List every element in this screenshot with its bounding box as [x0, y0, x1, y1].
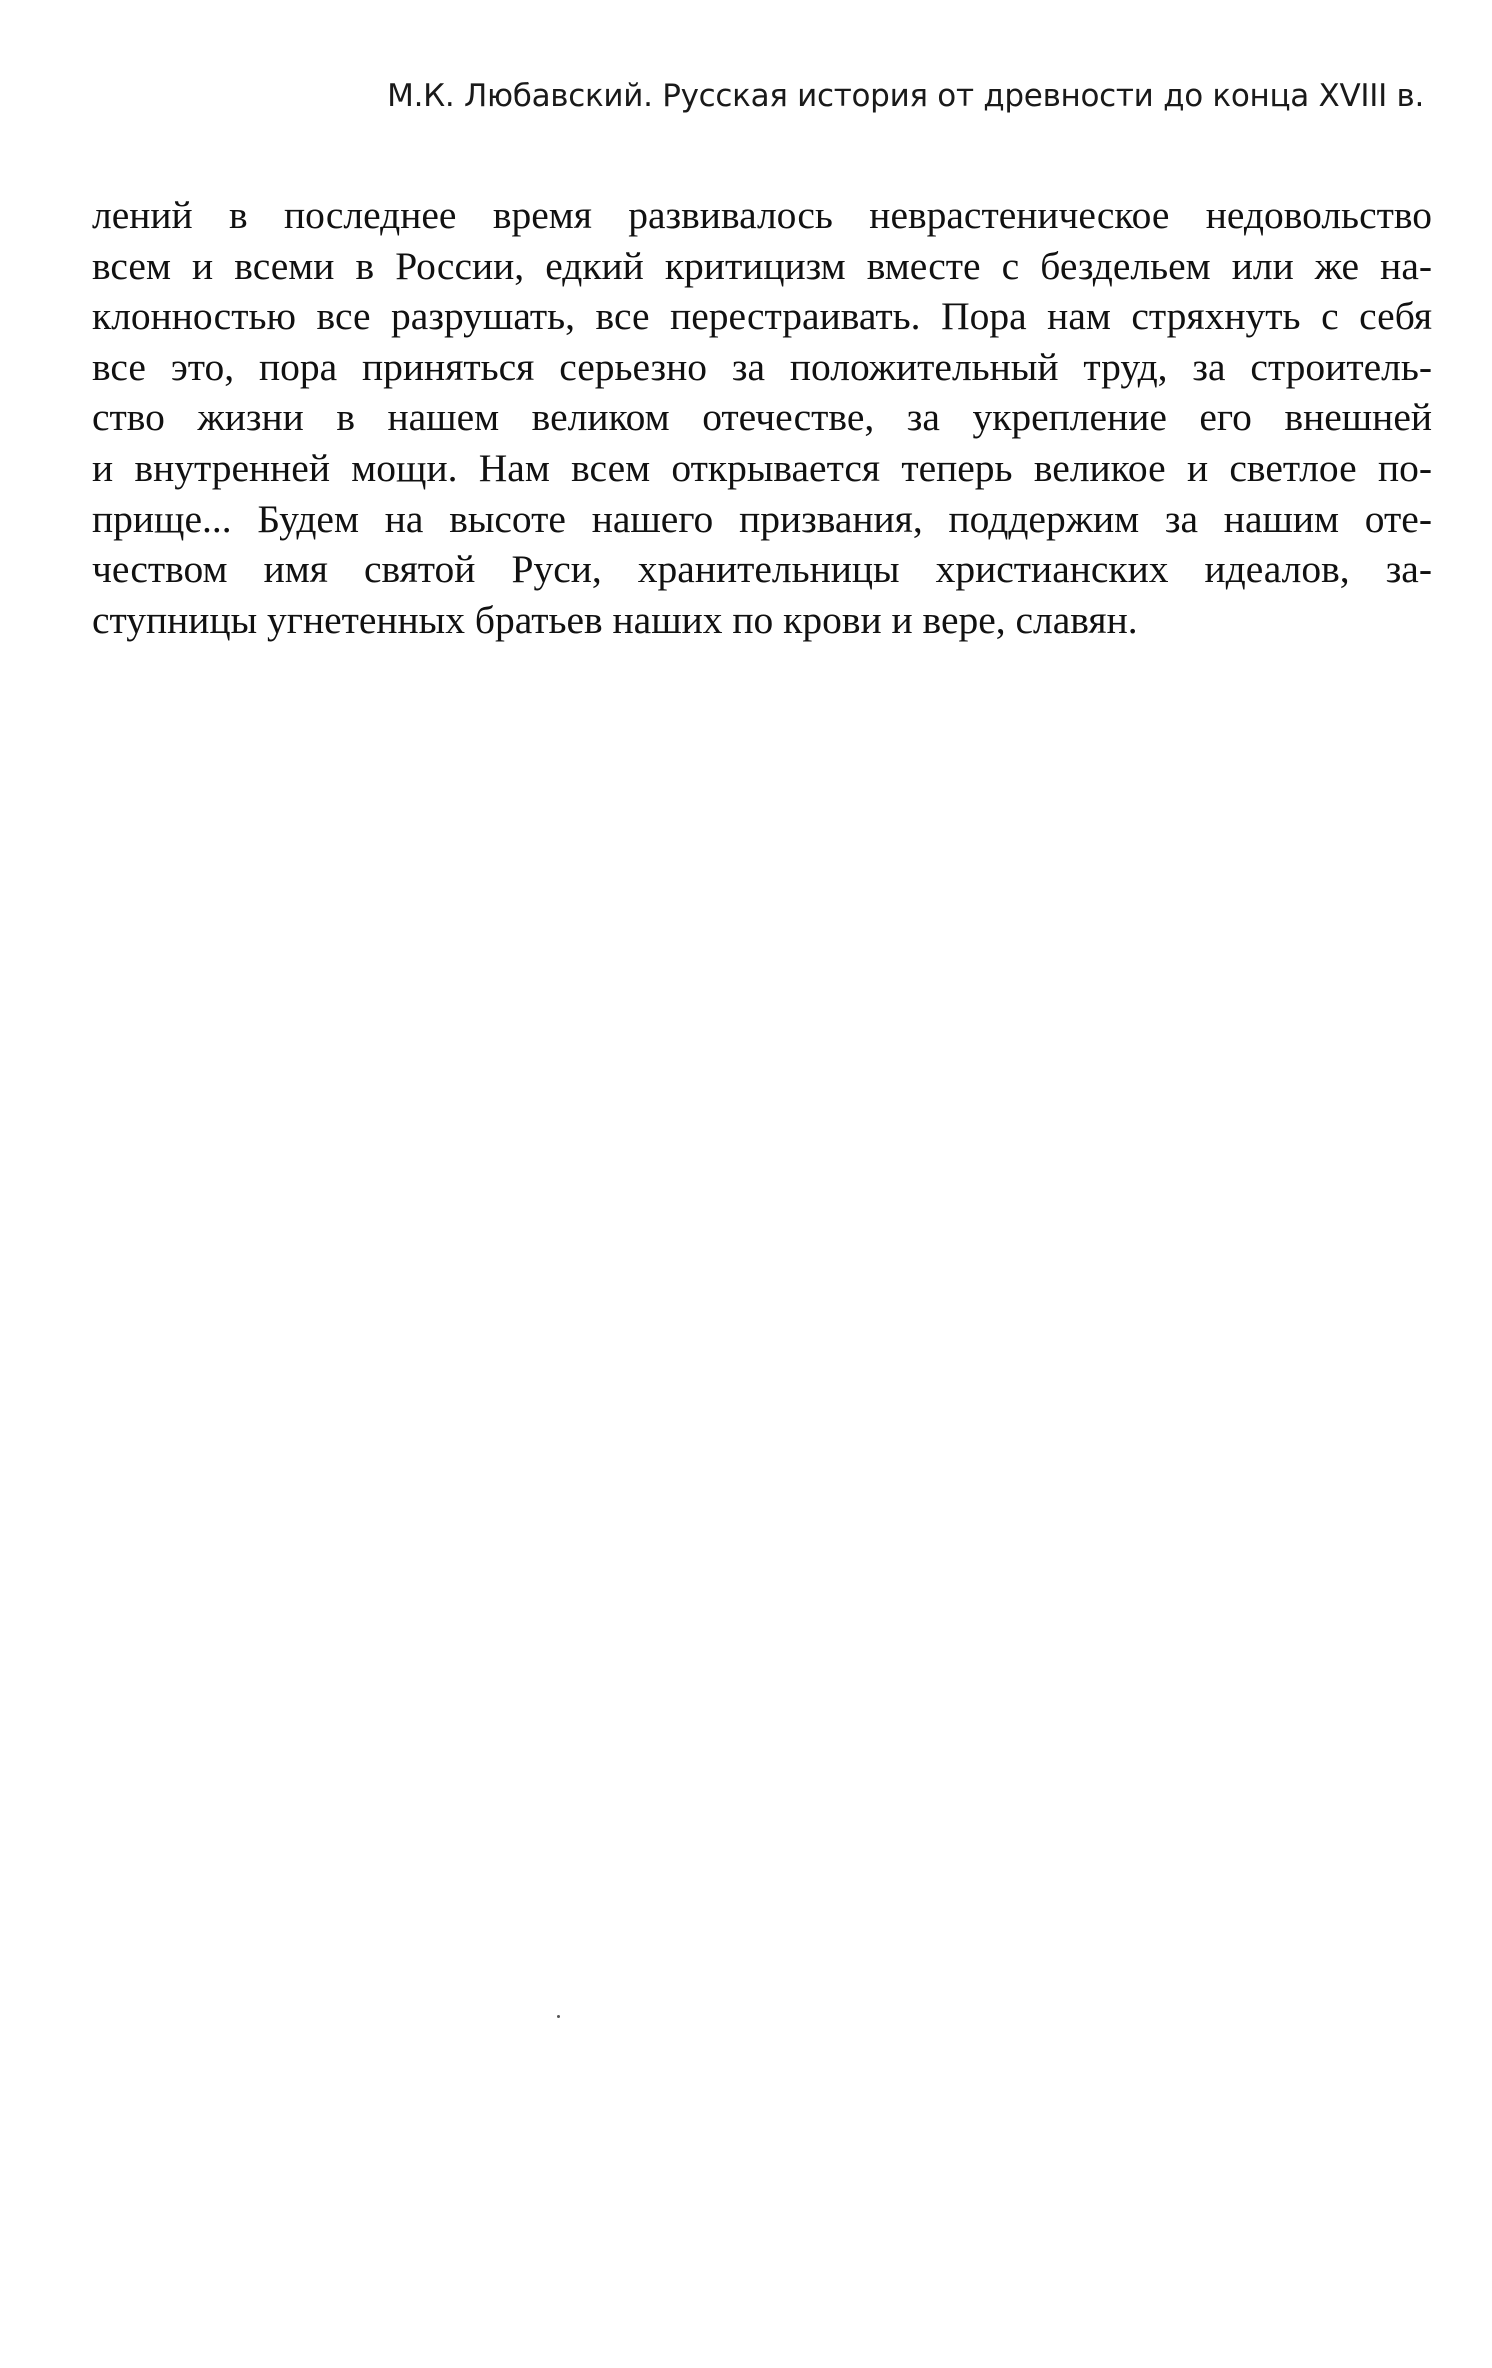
text-line: и внутренней мощи. Нам всем открывается теперь великое и светлое по- [92, 445, 1432, 490]
body-text [92, 190, 1432, 645]
scan-speck [557, 2015, 560, 2018]
text-line: лений в последнее время развивалось неврастеническое недовольство [92, 193, 1432, 237]
text-line-last: ступницы угнетенных братьев наших по крови и вере, славян. [92, 597, 1138, 642]
text-line: клонностью все разрушать, все перестраивать. Пора нам стряхнуть с себя [92, 294, 1432, 339]
text-line: всем и всеми в России, едкий критицизм вместе с бездельем или же на- [92, 243, 1432, 288]
text-line: все это, пора приняться серьезно за положительный труд, за строитель- [92, 344, 1432, 389]
text-line: ство жизни в нашем великом отечестве, за укрепление его внешней [92, 395, 1432, 440]
text-line: прище... Будем на высоте нашего призвания, поддержим за нашим оте- [92, 496, 1432, 541]
running-header: М.К. Любавский. Русская история от древности до конца XVIII в. [387, 78, 1424, 114]
text-line: чеством имя святой Руси, хранительницы христианских идеалов, за- [92, 547, 1432, 592]
